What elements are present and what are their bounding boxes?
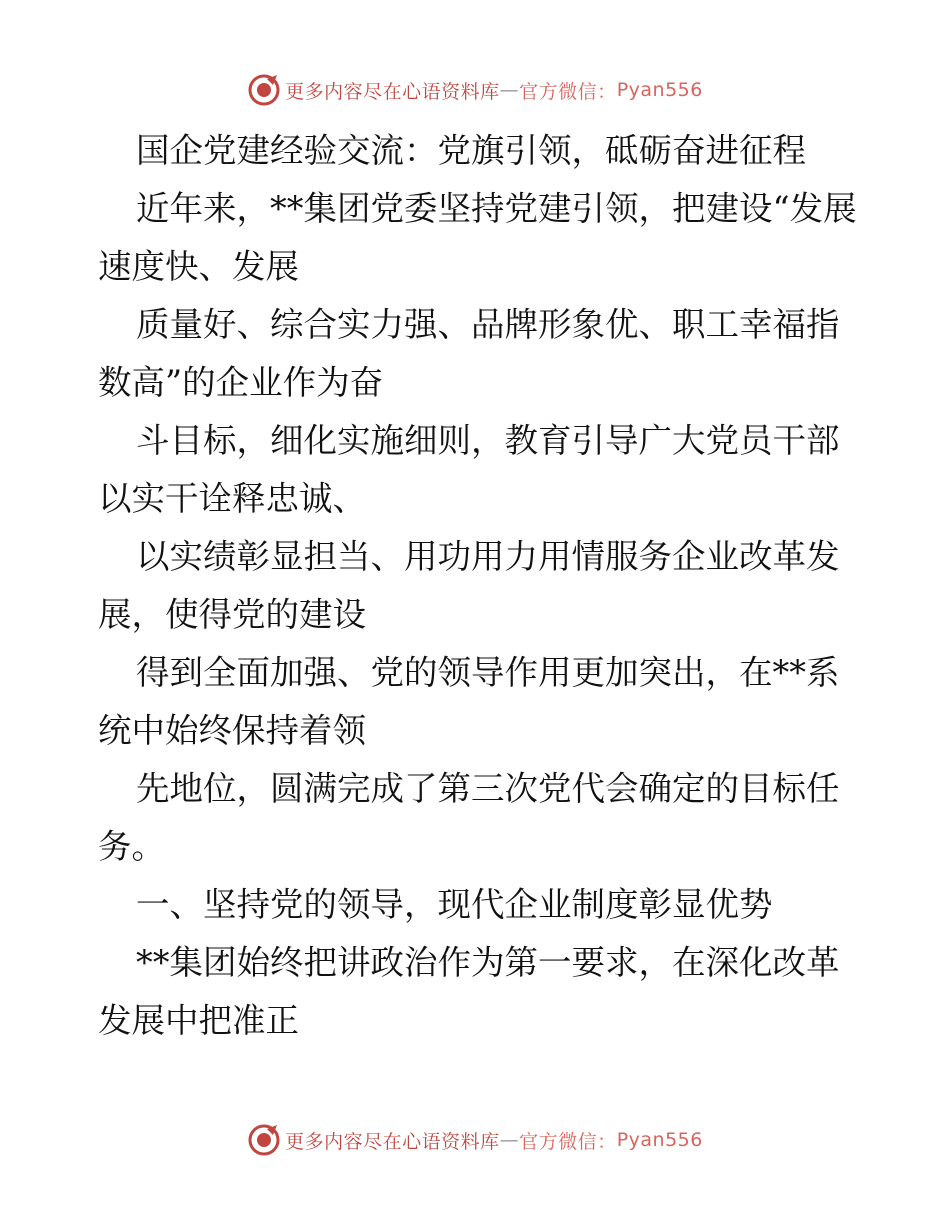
- watermark-brand-text: 更多内容尽在心语资料库: [285, 1130, 500, 1153]
- watermark-separator: —: [499, 79, 520, 101]
- section-heading: 一、坚持党的领导，现代企业制度彰显优势: [136, 885, 773, 924]
- paragraph: 以实绩彰显担当、用功用力用情服务企业改革发展，使得党的建设: [98, 537, 840, 634]
- paragraph: 先地位，圆满完成了第三次党代会确定的目标任务。: [98, 769, 840, 866]
- document-body: [98, 122, 858, 1050]
- watermark-brand-text: 更多内容尽在心语资料库: [285, 80, 500, 103]
- watermark-separator: —: [499, 1129, 520, 1151]
- footer-watermark: [0, 1120, 950, 1160]
- paragraph: 斗目标，细化实施细则，教育引导广大党员干部以实干诠释忠诚、: [98, 421, 840, 518]
- library-logo-icon: [247, 1123, 281, 1157]
- watermark-contact-label: 官方微信：: [519, 1130, 617, 1153]
- document-title: 国企党建经验交流：党旗引领，砥砺奋进征程: [136, 131, 806, 170]
- paragraph: 近年来，**集团党委坚持党建引领，把建设“发展速度快、发展: [98, 189, 857, 286]
- watermark-contact-id: Pyan556: [616, 1129, 703, 1151]
- library-logo-icon: [247, 73, 281, 107]
- watermark-contact-id: Pyan556: [616, 79, 703, 101]
- paragraph: **集团始终把讲政治作为第一要求，在深化改革发展中把准正: [98, 943, 840, 1040]
- watermark-contact-label: 官方微信：: [519, 80, 617, 103]
- paragraph: 质量好、综合实力强、品牌形象优、职工幸福指数高”的企业作为奋: [98, 305, 840, 402]
- header-watermark: [0, 70, 950, 110]
- paragraph: 得到全面加强、党的领导作用更加突出，在**系统中始终保持着领: [98, 653, 840, 750]
